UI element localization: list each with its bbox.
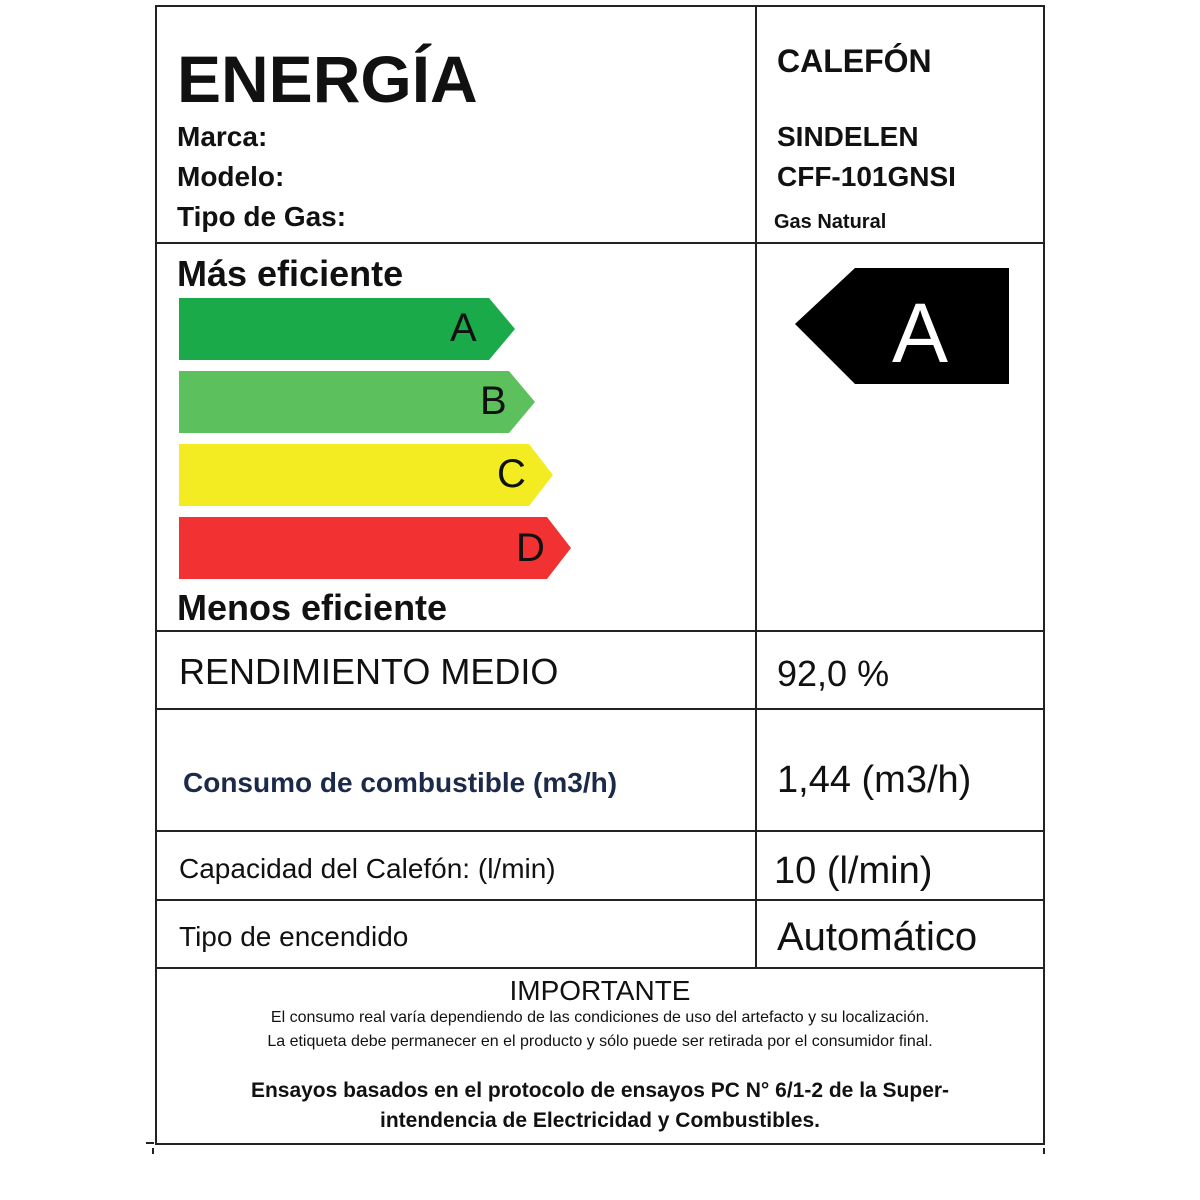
spec-value-efficiency: 92,0 %	[777, 653, 890, 694]
notice-line-1: El consumo real varía dependiendo de las condiciones de uso del artefacto y su localización.	[270, 1009, 930, 1026]
class-letter-c: C	[497, 452, 526, 496]
label-title: ENERGÍA	[177, 42, 478, 116]
corner-tick	[1043, 1148, 1045, 1154]
spec-value-consumption: 1,44 (m3/h)	[777, 759, 972, 801]
divider	[157, 967, 1043, 969]
class-letter-d: D	[516, 526, 545, 570]
most-efficient-label: Más eficiente	[177, 253, 404, 294]
rating-letter: A	[892, 286, 949, 380]
corner-tick	[152, 1148, 154, 1154]
spec-label-efficiency: RENDIMIENTO MEDIO	[179, 651, 559, 692]
model-value: CFF-101GNSI	[777, 161, 956, 192]
spec-label-consumption: Consumo de combustible (m3/h)	[183, 767, 618, 798]
class-letter-a: A	[450, 306, 477, 350]
energy-label	[155, 5, 1045, 1145]
gas-type-value: Gas Natural	[774, 211, 887, 233]
notice-line-2: La etiqueta debe permanecer en el producto y sólo puede ser retirada por el consumidor final.	[267, 1033, 933, 1050]
spec-value-ignition: Automático	[777, 915, 978, 959]
class-letter-b: B	[480, 379, 507, 423]
model-label: Modelo:	[177, 161, 285, 192]
divider	[157, 708, 1043, 710]
brand-value: SINDELEN	[777, 121, 919, 152]
brand-label: Marca:	[177, 121, 268, 152]
column-divider	[755, 7, 757, 967]
divider	[157, 899, 1043, 901]
spec-value-capacity: 10 (l/min)	[774, 850, 933, 892]
gas-type-label: Tipo de Gas:	[177, 201, 347, 232]
spec-label-capacity: Capacidad del Calefón: (l/min)	[179, 853, 556, 884]
divider	[157, 630, 1043, 632]
divider	[157, 830, 1043, 832]
corner-tick	[146, 1142, 154, 1144]
least-efficient-label: Menos eficiente	[177, 587, 448, 628]
notice-title: IMPORTANTE	[509, 975, 691, 1006]
notice-line-4: intendencia de Electricidad y Combustibles.	[380, 1109, 820, 1132]
spec-label-ignition: Tipo de encendido	[179, 921, 409, 952]
appliance-type: CALEFÓN	[777, 43, 932, 79]
notice-line-3: Ensayos basados en el protocolo de ensayos PC N° 6/1-2 de la Super-	[250, 1079, 950, 1102]
divider	[157, 242, 1043, 244]
